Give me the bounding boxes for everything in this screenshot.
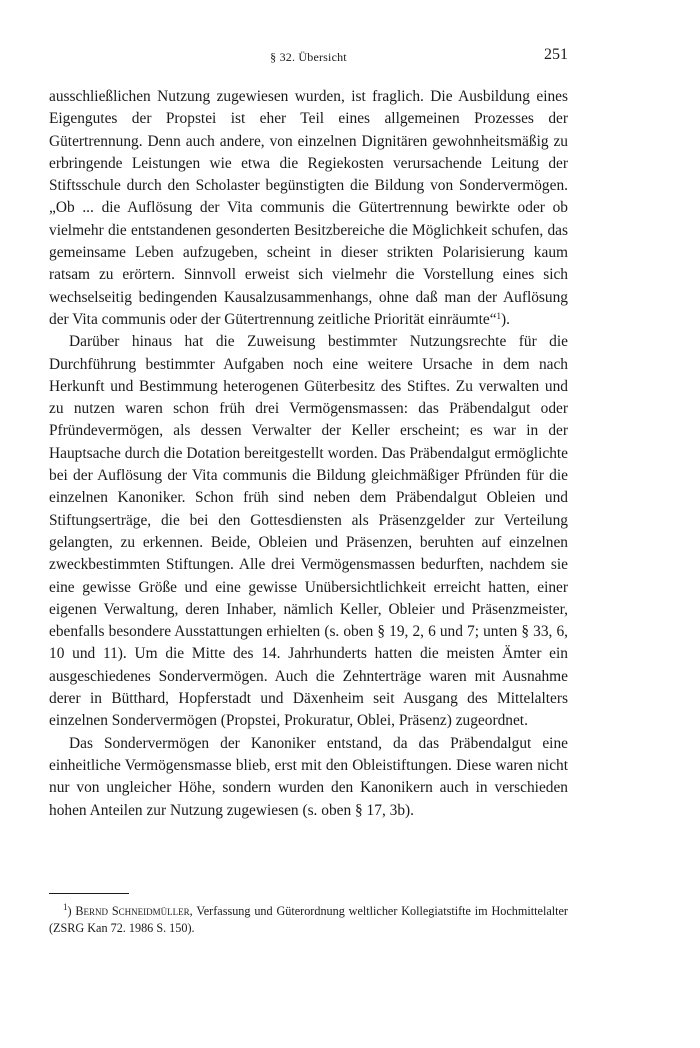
paragraph-1-text: ausschließlichen Nutzung zugewiesen wurden, ist fraglich. Die Ausbildung eines Eigengutes der Propstei ist eher Teil eines allgemeinen Prozesses der Gütertrennung. Denn auch andere, von einzelnen Dignitären gewohnheitsmäßig zu erbringende Leistungen wie etwa die Regiekosten verursachende Leitung der Stiftsschule durch den Scholaster begünstigten die Bildung von Sondervermögen. „Ob ... die Auflösung der Vita communis die Gütertrennung bewirkte oder ob vielmehr die entstandenen gesonderten Besitzbereiche die Möglichkeit schufen, das gemeinsame Leben aufzugeben, scheint in dieser strikten Polarisierung kaum ratsam zu erörtern. Sinnvoll erweist sich vielmehr die Vorstellung eines sich wechselseitig bedingenden Kausalzusammenhangs, ohne daß man der Auflösung der Vita communis oder der Gütertrennung zeitliche Priorität einräumte“ — [49, 88, 568, 328]
footnote-text: , Verfassung und Güterordnung weltlicher Kollegiatstifte im Hochmittelalter (ZSRG Kan 72. 1986 S. 150). — [49, 904, 568, 935]
footnote-mark: 1 — [63, 902, 68, 912]
body-text — [49, 86, 568, 822]
paragraph-1 — [49, 86, 568, 331]
paragraph-2: Darüber hinaus hat die Zuweisung bestimmter Nutzungsrechte für die Durchführung bestimmter Aufgaben noch eine weitere Ursache in dem nach Herkunft und Bestimmung heterogenen Güterbesitz des Stiftes. Zu verwalten und zu nutzen waren schon früh drei Vermögensmassen: das Präbendalgut oder Pfründevermögen, als dessen Verwalter der Keller erscheint; es war in der Hauptsache durch die Dotation bereitgestellt worden. Das Präbendalgut ermöglichte bei der Auflösung der Vita communis die Bildung gleichmäßiger Pfründen für die einzelnen Kanoniker. Schon früh sind neben dem Präbendalgut Obleien und Stiftungserträge, die bei den Gottesdiensten als Präsenzgelder zur Verteilung gelangten, zu erkennen. Beide, Obleien und Präsenzen, beruhten auf einzelnen zweckbestimmten Stiftungen. Alle drei Vermögensmassen bedurften, nachdem sie eine gewisse Größe und eine gewisse Unübersichtlichkeit erreicht hatten, einer eigenen Verwaltung, deren Inhaber, nämlich Keller, Obleier und Präsenzmeister, ebenfalls besondere Ausstattungen erhielten (s. oben § 19, 2, 6 und 7; unten § 33, 6, 10 und 11). Um die Mitte des 14. Jahrhunderts hatten die meisten Ämter ein ausgeschiedenes Sondervermögen. Auch die Zehnterträge waren mit Ausnahme derer in Bütthard, Hopferstadt und Däxenheim seit Ausgang des Mittelalters einzelnen Sondervermögen (Propstei, Prokuratur, Oblei, Präsenz) zugeordnet. — [49, 333, 568, 730]
footnote: $^1$) Bernd Schneidmüller, Verfassung und Güterordnung weltlicher Kollegiatstifte im Hochmittelalter (ZSRG Kan 72. 1986 S. 150). — [49, 902, 568, 935]
footnote-author: Bernd Schneidmüller — [75, 904, 190, 918]
footnote-divider — [49, 893, 129, 894]
paragraph-3: Das Sondervermögen der Kanoniker entstand, da das Präbendalgut eine einheitliche Vermögensmasse blieb, erst mit den Obleistiftungen. Diese waren nicht nur von ungleicher Höhe, sondern wurden den Kanonikern auch in verschieden hohen Anteilen zur Nutzung zugewiesen (s. oben § 17, 3b). — [49, 734, 568, 819]
paragraph-1-text-end: ). — [501, 310, 511, 328]
running-title: § 32. Übersicht — [270, 50, 347, 64]
running-head — [49, 46, 568, 66]
page-number: 251 — [544, 46, 568, 63]
footnote-reference: 1 — [496, 310, 502, 321]
